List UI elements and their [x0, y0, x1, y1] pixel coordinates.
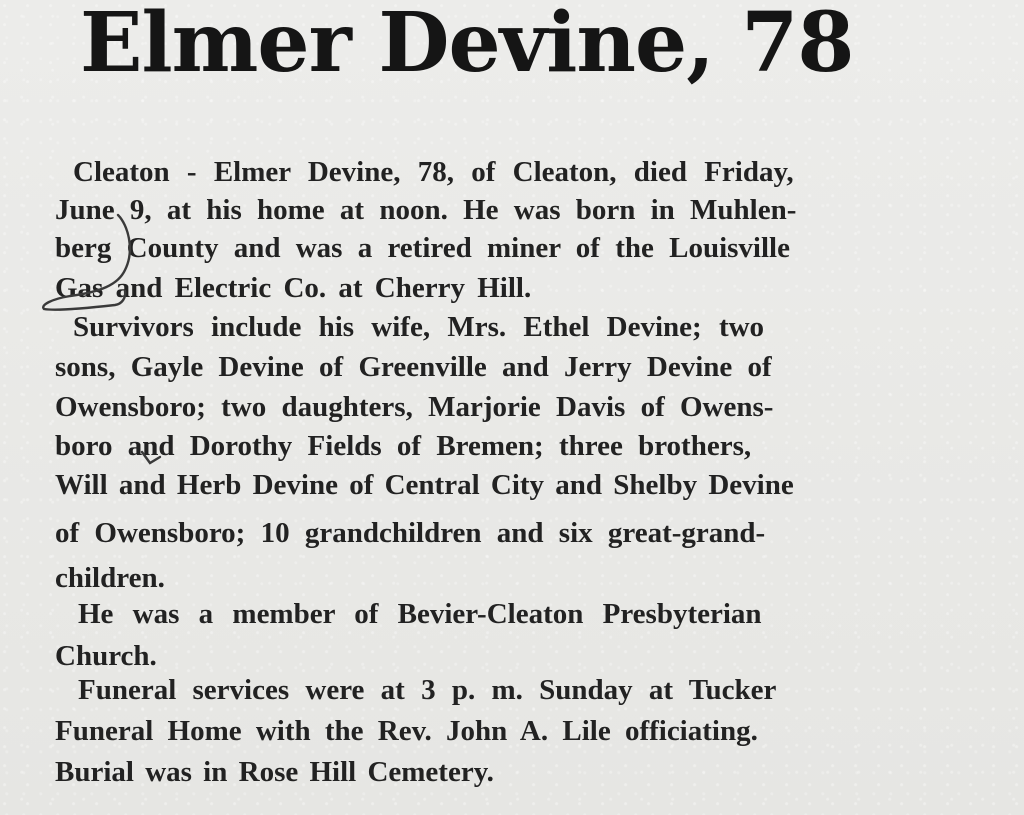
body-line-2: June 9, at his home at noon. He was born in Muhlen- — [55, 194, 797, 226]
body-line-1: Cleaton - Elmer Devine, 78, of Cleaton, died Friday, — [73, 156, 794, 188]
body-line-7: Owensboro; two daughters, Marjorie Davis of Owens- — [55, 391, 774, 423]
body-line-5: Survivors include his wife, Mrs. Ethel Devine; two — [73, 311, 765, 343]
body-line-12: He was a member of Bevier-Cleaton Presbyterian — [78, 598, 762, 630]
body-line-3: berg County and was a retired miner of the Louisville — [55, 232, 790, 264]
body-line-6: sons, Gayle Devine of Greenville and Jerry Devine of — [55, 351, 772, 383]
body-line-14: Funeral services were at 3 p. m. Sunday at Tucker — [78, 674, 777, 706]
body-line-15: Funeral Home with the Rev. John A. Lile officiating. — [55, 715, 758, 747]
body-line-9: Will and Herb Devine of Central City and Shelby Devine — [55, 469, 794, 501]
body-line-4: Gas and Electric Co. at Cherry Hill. — [55, 272, 532, 304]
body-line-13: Church. — [55, 640, 157, 672]
body-line-10: of Owensboro; 10 grandchildren and six great-grand- — [55, 517, 766, 549]
body-line-8: boro and Dorothy Fields of Bremen; three brothers, — [55, 430, 752, 462]
body-line-16: Burial was in Rose Hill Cemetery. — [55, 756, 494, 788]
obituary-headline: Elmer Devine, 78 — [80, 0, 854, 91]
body-line-11: children. — [55, 562, 165, 594]
